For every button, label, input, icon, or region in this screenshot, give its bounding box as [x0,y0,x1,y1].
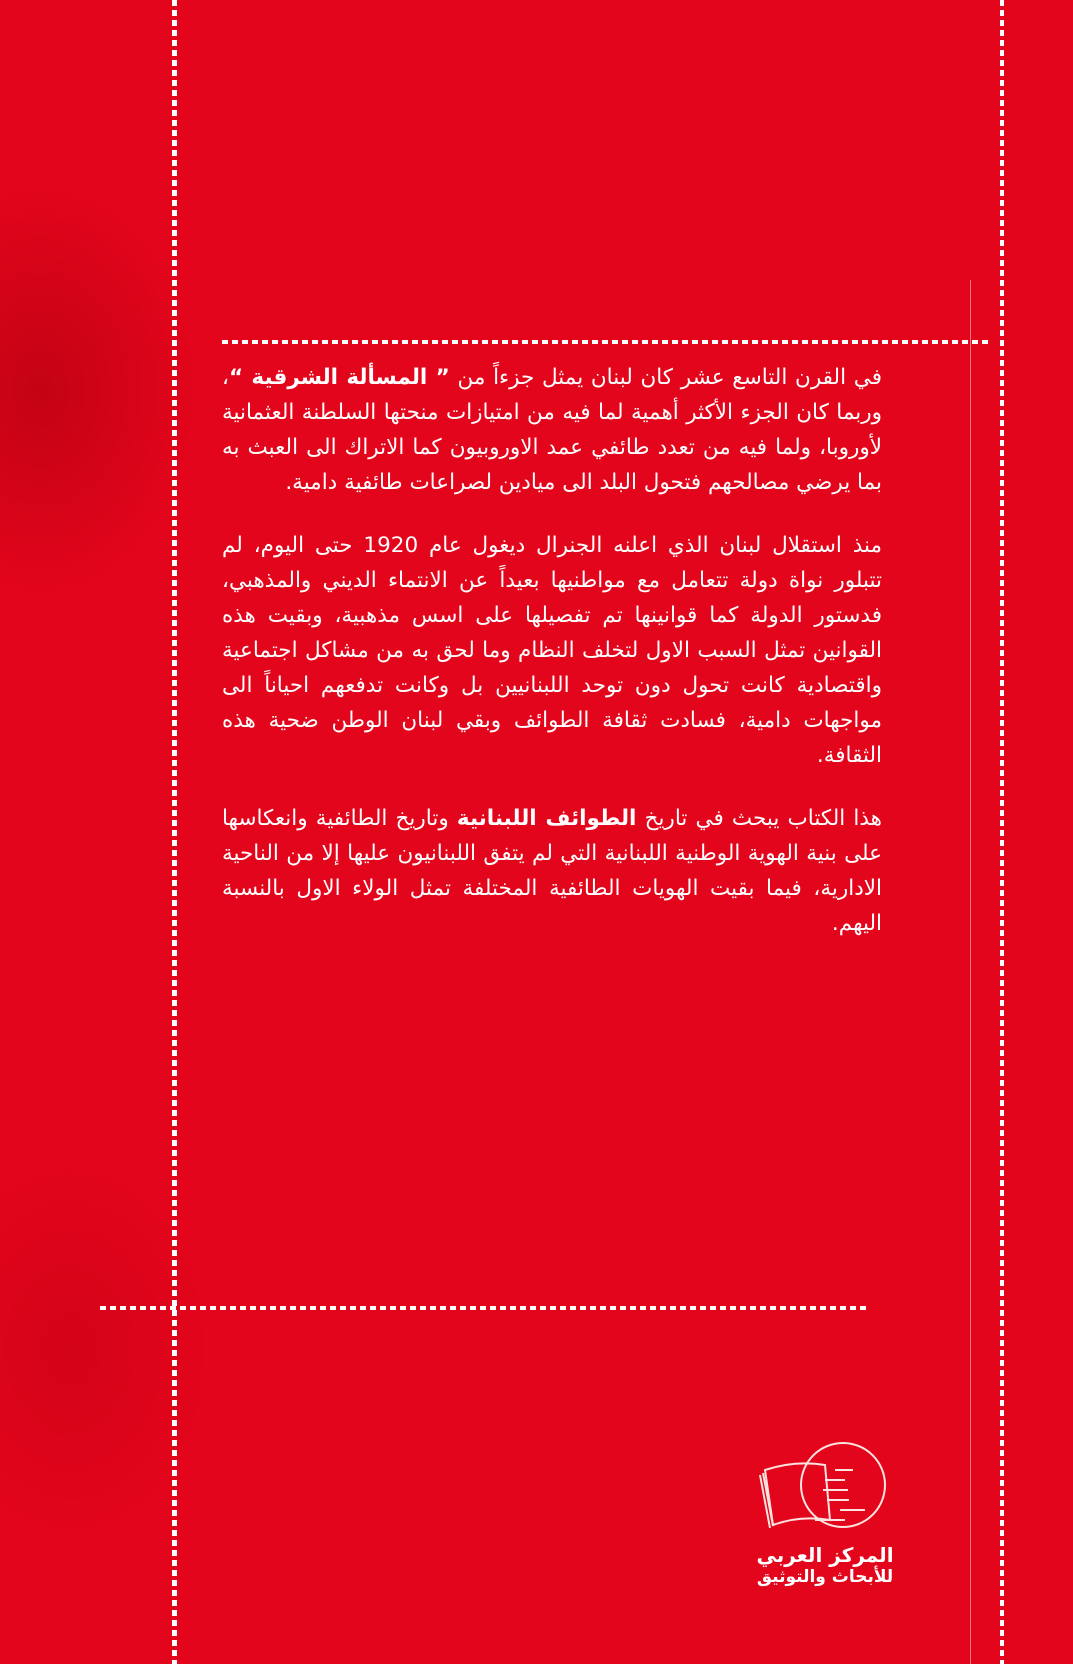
paragraph [222,360,882,500]
background-shading [0,180,220,600]
publisher-logo [740,1440,910,1587]
dotted-rule-bottom [100,1306,870,1310]
blurb [222,360,882,969]
paragraph [222,801,882,941]
bold-text: ” المسألة الشرقية “ [228,365,450,390]
text: هذا الكتاب يبحث في تاريخ [636,806,882,831]
thin-line [970,280,971,1664]
bold-text: الطوائف اللبنانية [456,806,637,831]
text: ، وربما كان الجزء الأكثر أهمية لما فيه من امتيازات منحتها السلطنة العثمانية لأوروبا، ولما فيه من تعدد طائفي عمد الاوروبيون كما الاتراك الى العبث به بما يرضي مصالحهم فتحول البلد الى ميادين لصراعات طائفية دامية. [222,365,882,495]
dotted-border-left [172,0,177,1664]
dotted-rule-top [222,340,988,344]
background-shading [0,1150,220,1550]
publisher-subtitle: للأبحاث والتوثيق [756,1567,894,1587]
publisher-name: المركز العربي [756,1543,894,1567]
book-globe-icon [755,1440,895,1535]
paragraph [222,528,882,773]
text: وتاريخ الطائفية وانعكاسها على بنية الهوية الوطنية اللبنانية التي لم يتفق اللبنانيون عليها إلا من الناحية الادارية، فيما بقيت الهويات الطائفية المختلفة تمثل الولاء الاول بالنسبة اليهم. [222,806,882,936]
text: منذ استقلال لبنان الذي اعلنه الجنرال ديغول عام 1920 حتى اليوم، لم تتبلور نواة دولة تتعامل مع مواطنيها بعيداً عن الانتماء الديني والمذهبي، فدستور الدولة كما قوانينها تم تفصيلها على اسس مذهبية، وبقيت هذه القوانين تمثل السبب الاول لتخلف النظام وما لحق به من مشاكل اجتماعية واقتصادية كانت تحول دون توحد اللبنانيين بل وكانت تدفعهم احياناً الى مواجهات دامية، فسادت ثقافة الطوائف وبقي لبنان الوطن ضحية هذه الثقافة. [222,533,882,768]
dotted-border-right [1000,0,1004,1664]
text: في القرن التاسع عشر كان لبنان يمثل جزءاً من [449,365,882,390]
